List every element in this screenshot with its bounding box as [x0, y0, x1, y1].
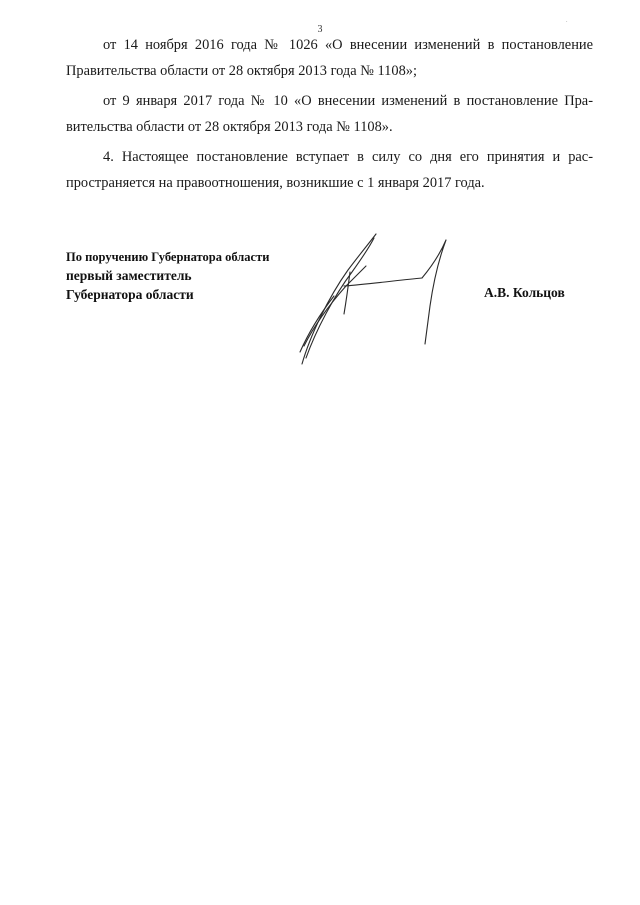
paragraph-line: вительства области от 28 октября 2013 года № 1108».	[66, 119, 393, 135]
paragraph-line: пространяется на правоотношения, возникшие с 1 января 2017 года.	[66, 175, 485, 191]
paragraph-line: от 9 января 2017 года № 10 «О внесении изменений в постановление Пра-	[103, 93, 593, 109]
paragraph-amendment-2016	[66, 32, 593, 84]
signer-name: А.В. Кольцов	[484, 285, 565, 300]
paragraph-amendment-2017	[66, 88, 593, 140]
corner-mark: .	[566, 18, 568, 24]
paragraph-line: от 14 ноября 2016 года № 1026 «О внесении изменений в постановление	[103, 37, 593, 53]
paragraph-effective-date	[66, 144, 593, 196]
paragraph-line: Правительства области от 28 октября 2013 года № 1108»;	[66, 63, 417, 79]
page-number: 3	[317, 24, 323, 35]
paragraph-line: 4. Настоящее постановление вступает в силу со дня его принятия и рас-	[103, 149, 593, 165]
signature-position-line-2: Губернатора области	[66, 287, 194, 302]
signature-position-line: первый заместитель	[66, 268, 192, 283]
handwritten-signature-icon	[290, 226, 460, 376]
signature-authority-line: По поручению Губернатора области	[66, 250, 270, 264]
